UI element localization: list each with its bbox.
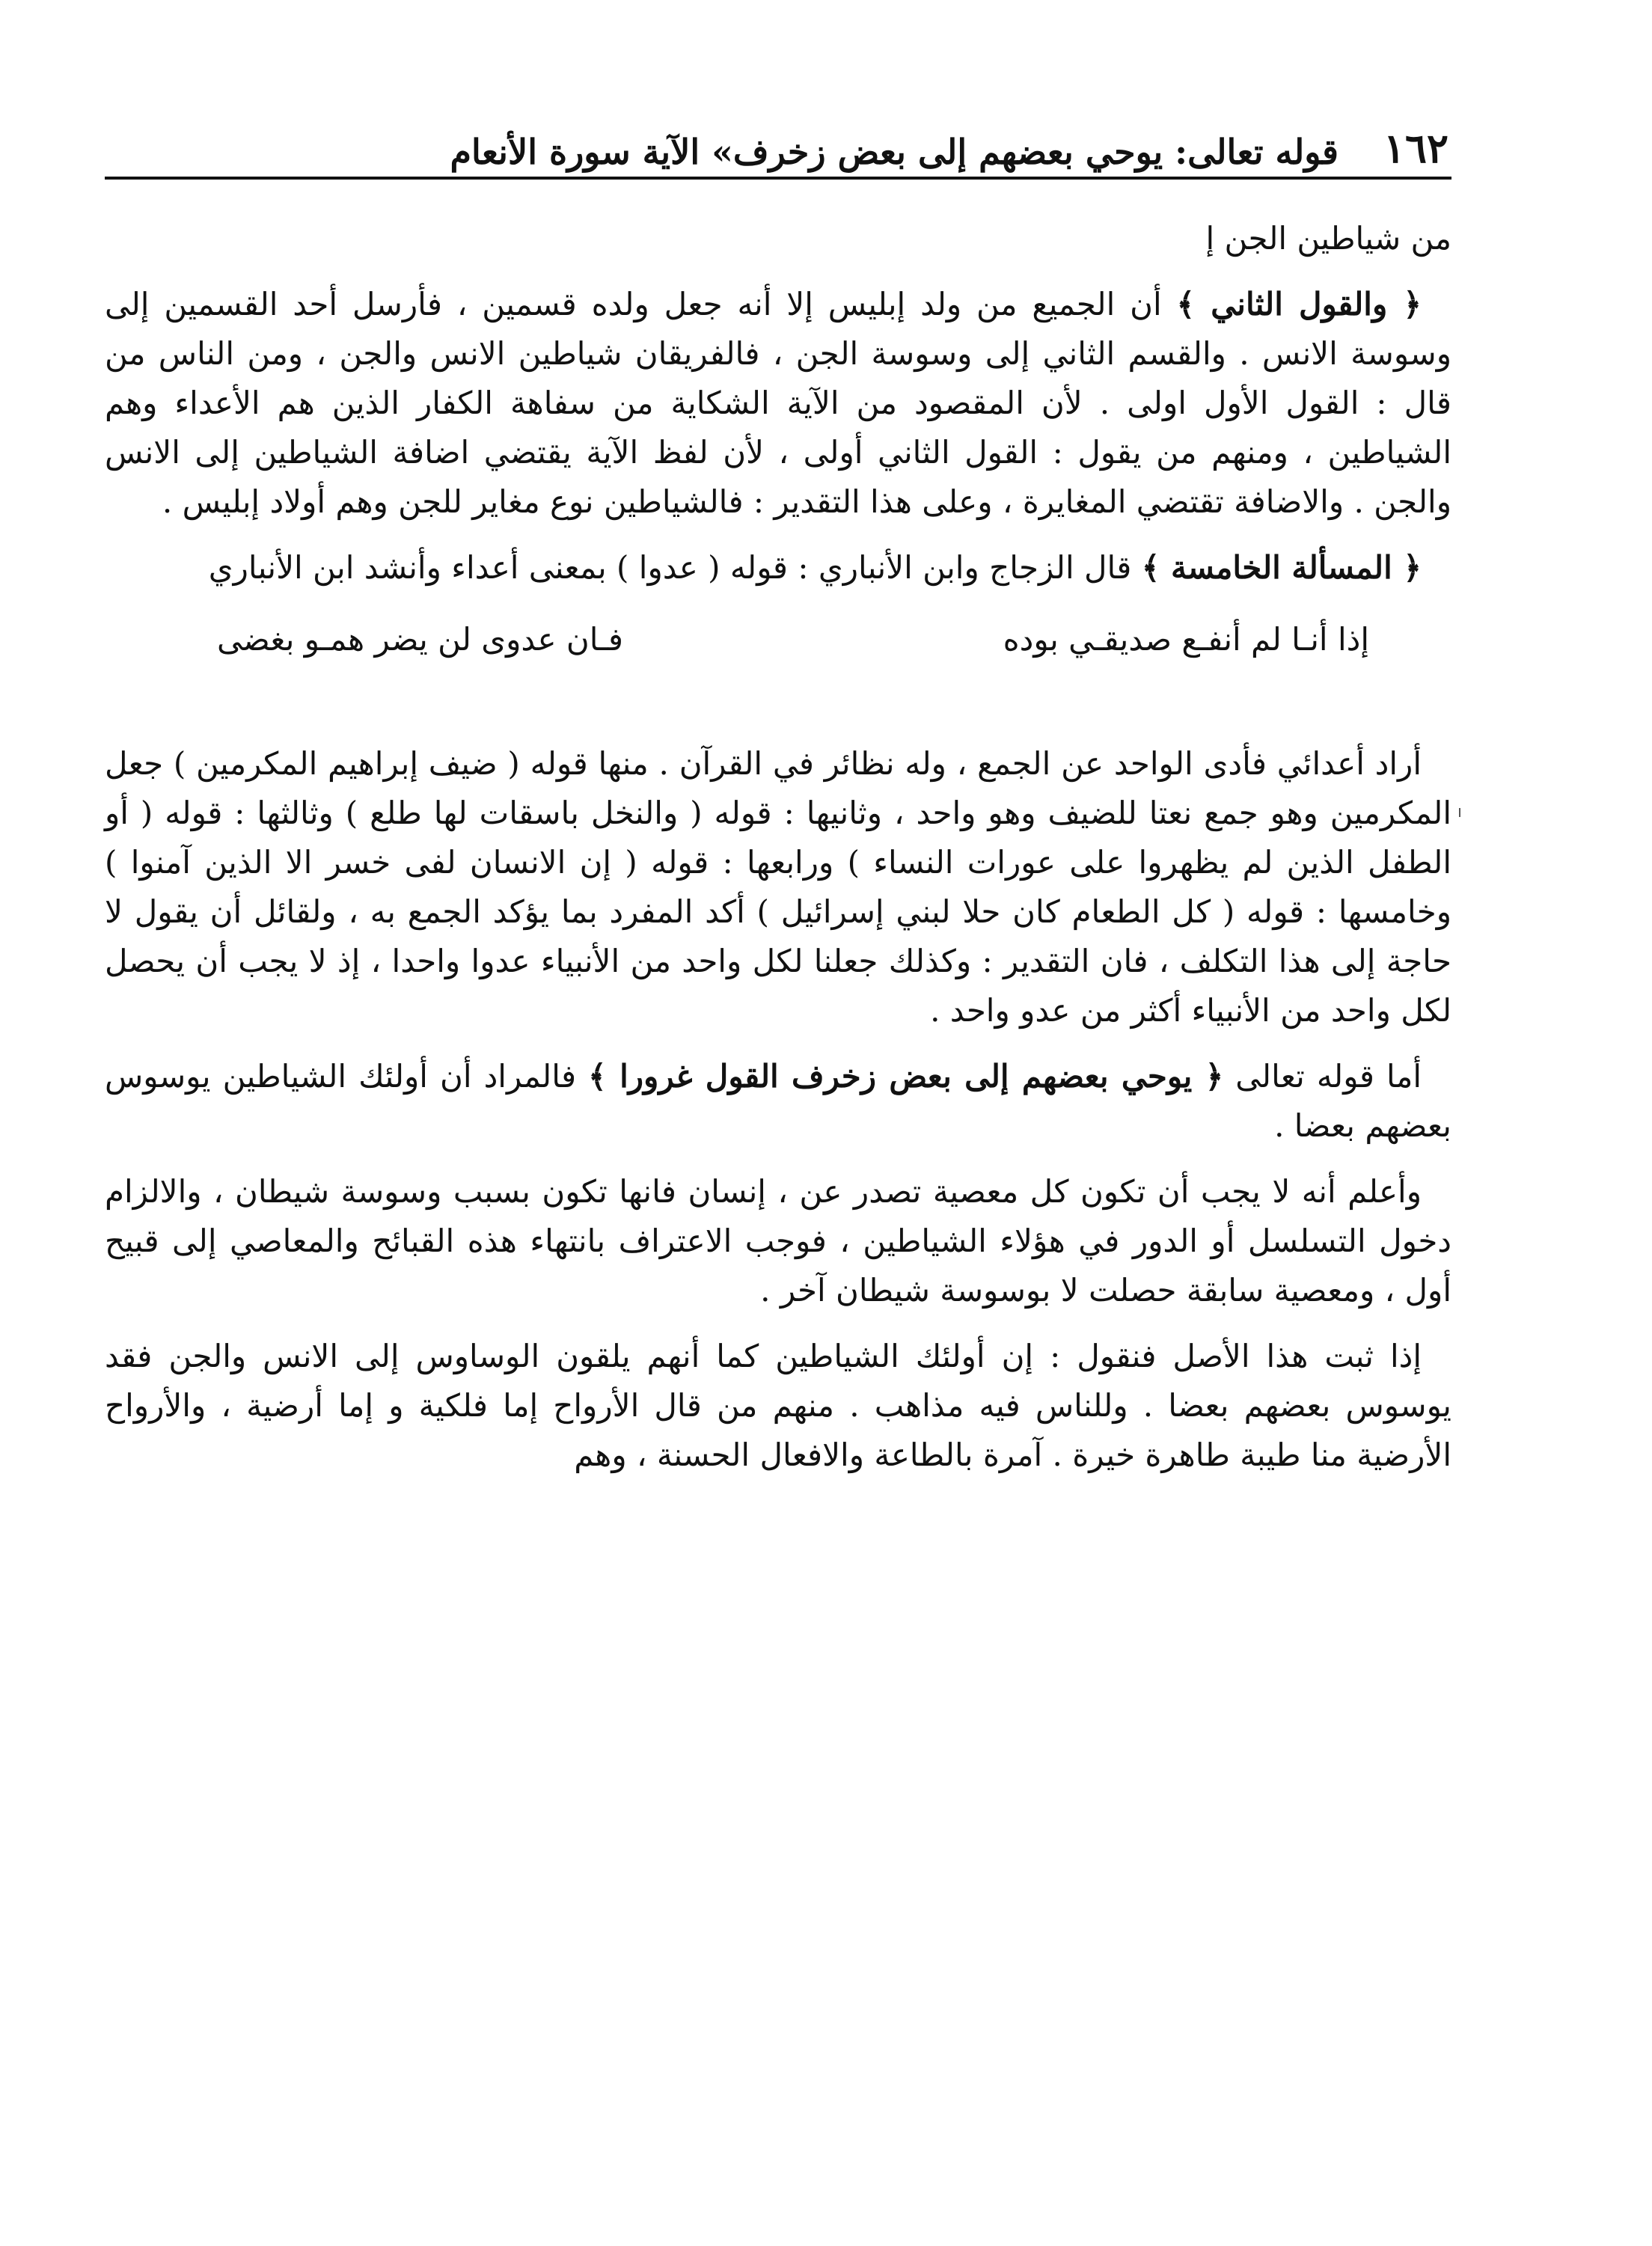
paragraph-second-opinion (105, 280, 1451, 527)
paragraph-text: إذا ثبت هذا الأصل فنقول : إن أولئك الشياطين كما أنهم يلقون الوساوس إلى الانس والجن فقد يوسوس بعضهم بعضا . وللناس فيه مذاهب . منهم من قال الأرواح إما فلكية و إما أرضية ، والأرواح الأرضية منا طيبة طاهرة خيرة . آمرة بالطاعة والافعال الحسنة ، وهم (105, 1338, 1451, 1473)
paragraph-text: أما قوله تعالى (1223, 1058, 1422, 1095)
poetry-verse (105, 615, 1451, 664)
section-lead: ﴿ المسألة الخامسة ﴾ (1141, 549, 1422, 586)
book-page (105, 112, 1451, 1496)
page-number: ١٦٢ (1383, 124, 1448, 172)
section-lead: ﴿ والقول الثاني ﴾ (1176, 286, 1422, 322)
paragraph-text: وأعلم أنه لا يجب أن تكون كل معصية تصدر عن ، إنسان فانها تكون بسبب وسوسة شيطان ، والالزام دخول التسلسل أو الدور في هؤلاء الشياطين ، فوجب الاعتراف بانتهاء هذه القبائح والمعاصي إلى قبيح أول ، ومعصية سابقة حصلت لا بوسوسة شيطان آخر . (105, 1173, 1451, 1309)
paragraph-examples (105, 739, 1451, 1035)
paragraph-verse-commentary (105, 1052, 1451, 1151)
paragraph-text: من شياطين الجن إ (1205, 220, 1451, 257)
verse-second-hemistich: فـان عدوى لن يضر همـو بغضى (217, 621, 623, 658)
running-title: قوله تعالى: يوحي بعضهم إلى بعض زخرف» الآية سورة الأنعام (450, 132, 1339, 172)
paragraph-continuation (105, 214, 1451, 263)
running-header (105, 112, 1451, 180)
verse-first-hemistich: إذا أنـا لم أنفـع صديقـي بوده (1003, 621, 1369, 658)
paragraph-text: أراد أعدائي فأدى الواحد عن الجمع ، وله نظائر في القرآن . منها قوله ( ضيف إبراهيم المكرمين ) جعل المكرمين وهو جمع نعتا للضيف وهو واحد ، وثانيها : قوله ( والنخل باسقات لها طلع ) وثالثها : قوله ( أو الطفل الذين لم يظهروا على عورات النساء ) ورابعها : قوله ( إن الانسان لفى خسر الا الذين آمنوا ) وخامسها : قوله ( كل الطعام كان حلا لبني إسرائيل ) أكد المفرد بما يؤكد الجمع به ، ولقائل أن يقول لا حاجة إلى هذا التكلف ، فان التقدير : وكذلك جعلنا لكل واحد من الأنبياء عدوا واحدا ، إذ لا يجب أن يحصل لكل واحد من الأنبياء أكثر من عدو واحد . (105, 745, 1451, 1029)
paragraph-text: أن الجميع من ولد إبليس إلا أنه جعل ولده قسمين ، فأرسل أحد القسمين إلى وسوسة الانس . والقسم الثاني إلى وسوسة الجن ، فالفريقان شياطين الانس والجن ، ومن الناس من قال : القول الأول اولى . لأن المقصود من الآية الشكاية من سفاهة الكفار الذين هم الأعداء وهم الشياطين ، ومنهم من يقول : القول الثاني أولى ، لأن لفظ الآية يقتضي اضافة الشياطين إلى الانس والجن . والاضافة تقتضي المغايرة ، وعلى هذا التقدير : فالشياطين نوع مغاير للجن وهم أولاد إبليس . (105, 286, 1451, 520)
paragraph-text: قال الزجاج وابن الأنباري : قوله ( عدوا ) بمعنى أعداء وأنشد ابن الأنباري (208, 549, 1142, 586)
quran-quote: ﴿ يوحي بعضهم إلى بعض زخرف القول غرورا ﴾ (588, 1058, 1224, 1095)
paragraph-text: فالمراد أن أولئك الشياطين يوسوس بعضهم بعضا . (105, 1058, 1451, 1144)
paragraph-fifth-issue (105, 543, 1451, 593)
paragraph-sin-origin (105, 1167, 1451, 1315)
stray-ink-mark (1459, 808, 1460, 817)
paragraph-principle (105, 1332, 1451, 1480)
